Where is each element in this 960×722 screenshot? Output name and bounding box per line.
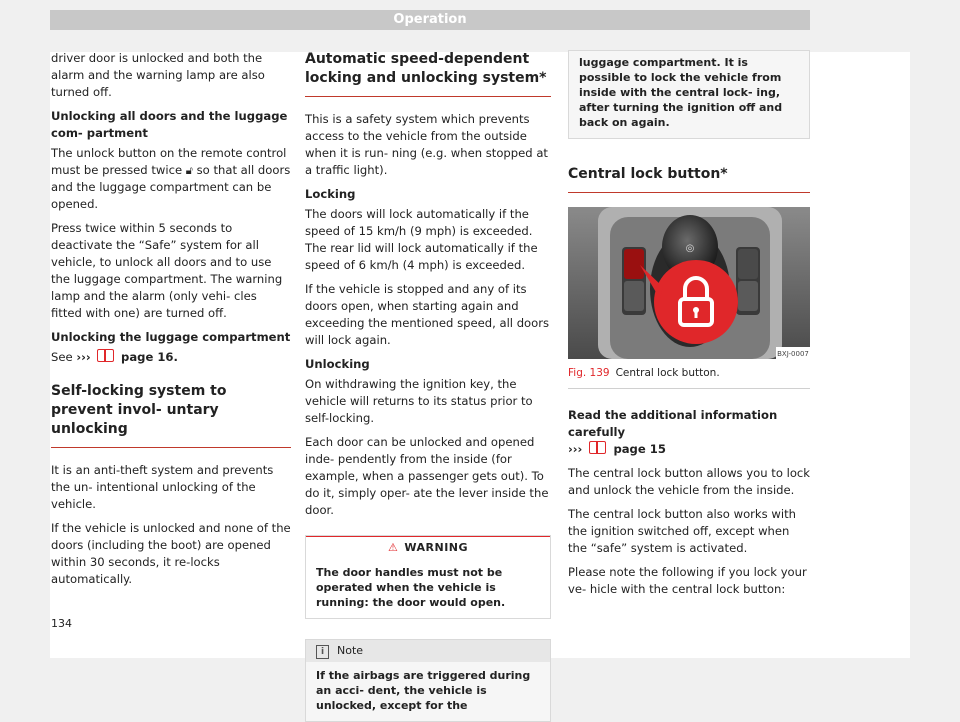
column-2 [305, 50, 551, 722]
subheading: Unlocking [305, 357, 370, 371]
warning-box [305, 535, 551, 619]
paragraph: It is an anti-theft system and prevents the un- intentional unlocking of the vehicle. [51, 463, 274, 511]
paragraph: The central lock button allows you to lock and unlock the vehicle from the inside. [568, 466, 811, 497]
see-reference: See ››› page 16. [51, 350, 178, 364]
paragraph: If the vehicle is stopped and any of its doors open, when starting again and exceeding the mentioned speed, all doors will lock again. [305, 282, 550, 347]
warning-triangle-icon: ⚠ [387, 541, 399, 554]
note-header: i Note [306, 640, 550, 662]
subheading: Locking [305, 187, 356, 201]
section-title: Central lock button* [568, 165, 810, 193]
warning-header: ⚠ WARNING [306, 536, 550, 559]
section-title: Self-locking system to prevent invol- untary unlocking [51, 382, 291, 448]
figure-central-lock [568, 207, 810, 359]
paragraph: Please note the following if you lock your ve- hicle with the central lock button: [568, 565, 807, 596]
page-link[interactable]: page 15 [613, 442, 666, 456]
info-icon: i [316, 645, 329, 659]
paragraph: Each door can be unlocked and opened inde- pendently from the inside (for example, when a passenger gets out). To do it, simply oper- ate the lever inside the door. [305, 435, 549, 517]
figure-label: Fig. 139 [568, 367, 610, 379]
page-header: Operation [50, 10, 810, 30]
paragraph: driver door is unlocked and both the alarm and the warning lamp are also turned off. [51, 51, 265, 99]
page-number: 134 [51, 617, 72, 630]
page-link[interactable]: page 16. [121, 350, 178, 364]
paragraph: On withdrawing the ignition key, the vehicle will returns to its status prior to self-locking. [305, 377, 533, 425]
paragraph: The central lock button also works with the ignition switched off, except when the “safe” system is activated. [568, 507, 796, 555]
note-text-continued: luggage compartment. It is possible to lock the vehicle from inside with the central lock- ing, after turning the ignition off and back on again. [579, 56, 783, 129]
subheading: Unlocking all doors and the luggage com- partment [51, 109, 288, 140]
note-text: If the airbags are triggered during an acci- dent, the vehicle is unlocked, except for the [306, 662, 550, 721]
paragraph: This is a safety system which prevents access to the vehicle from the outside when it is run- ning (e.g. when stopped at a traffic light). [305, 112, 548, 177]
paragraph: If the vehicle is unlocked and none of the doors (including the boot) are opened within 30 seconds, it re-locks automatically. [51, 521, 291, 586]
arrow-icon: ››› [568, 442, 583, 456]
book-icon [97, 349, 114, 362]
column-3 [568, 50, 810, 605]
svg-text:◎: ◎ [685, 243, 695, 254]
column-1 [51, 50, 291, 595]
note-box [305, 639, 551, 722]
arrow-icon: ››› [76, 350, 91, 364]
book-icon [589, 441, 606, 454]
figure-caption: Fig. 139 Central lock button. [568, 365, 810, 389]
figure-code: BXJ-0007 [777, 350, 809, 358]
warning-text: The door handles must not be operated when the vehicle is running: the door would open. [316, 566, 506, 609]
read-info: Read the additional information carefully ››› page 15 [568, 408, 778, 456]
subheading: Unlocking the luggage compartment [51, 330, 291, 344]
note-box-continued [568, 50, 810, 139]
paragraph: The doors will lock automatically if the speed of 15 km/h (9 mph) is exceeded. The rear lid will lock automatically if the speed of 6 km/h (4 mph) is exceeded. [305, 207, 538, 272]
central-lock-illustration [568, 207, 810, 359]
paragraph: The unlock button on the remote control must be pressed twice 🔓︎ so that all doors and the luggage compartment can be opened. [51, 146, 291, 211]
unlock-icon: 🔓︎ [185, 164, 193, 177]
section-title: Automatic speed-dependent locking and unlocking system* [305, 50, 551, 97]
paragraph: Press twice within 5 seconds to deactivate the “Safe” system for all vehicle, to unlock all doors and to use the luggage compartment. The warning lamp and the alarm (only vehi- cles fitted with one) are turned off. [51, 221, 283, 320]
